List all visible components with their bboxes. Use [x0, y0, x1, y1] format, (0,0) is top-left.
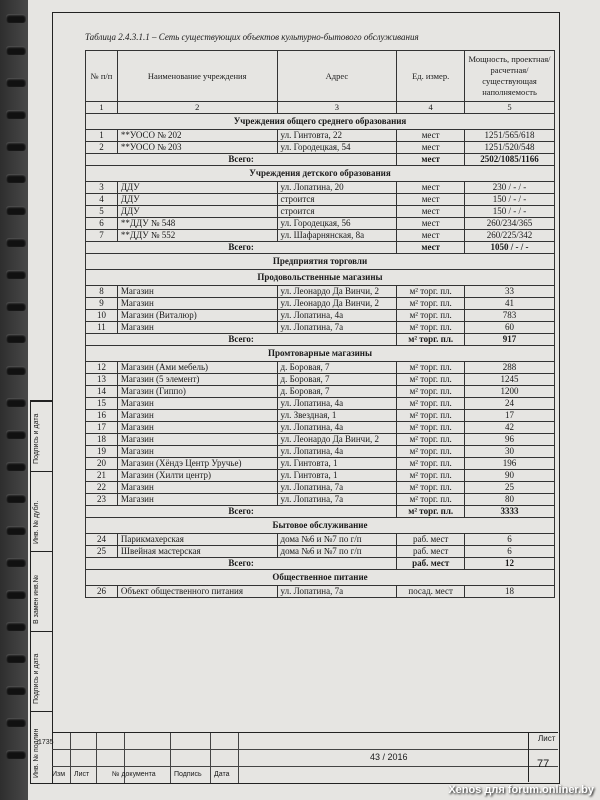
table-cell: Магазин	[117, 422, 277, 434]
table-cell: ул. Лопатина, 20	[277, 182, 397, 194]
table-row	[86, 446, 555, 458]
table-cell: мест	[397, 130, 465, 142]
table-cell: м² торг. пл.	[397, 446, 465, 458]
table-cell: Магазин	[117, 286, 277, 298]
table-cell: 150 / - / -	[465, 194, 555, 206]
table-cell: 18	[465, 586, 555, 598]
table-cell: строится	[277, 206, 397, 218]
section-title: Общественное питание	[86, 570, 555, 586]
table-row	[86, 494, 555, 506]
table-cell: раб. мест	[397, 558, 465, 570]
table-row	[86, 586, 555, 598]
table-cell: 25	[86, 546, 118, 558]
ring	[6, 430, 26, 439]
table-cell: м² торг. пл.	[397, 286, 465, 298]
table-cell: 917	[465, 334, 555, 346]
table-cell: ул. Гинтовта, 1	[277, 458, 397, 470]
table-cell: м² торг. пл.	[397, 310, 465, 322]
table-cell: мест	[397, 218, 465, 230]
table-cell: м² торг. пл.	[397, 374, 465, 386]
table-cell: м² торг. пл.	[397, 334, 465, 346]
header-unit: Ед. измер.	[397, 51, 465, 102]
table-cell: Магазин	[117, 494, 277, 506]
ring	[6, 206, 26, 215]
table-cell: 12	[86, 362, 118, 374]
ring	[6, 142, 26, 151]
table-cell: ул. Лопатина, 7а	[277, 482, 397, 494]
stamp-izm: Изм	[52, 771, 66, 778]
table-cell: 260/225/342	[465, 230, 555, 242]
table-row	[86, 362, 555, 374]
table-cell: 23	[86, 494, 118, 506]
table-cell: ул. Шафарнянская, 8а	[277, 230, 397, 242]
table-cell: м² торг. пл.	[397, 506, 465, 518]
total-row	[86, 558, 555, 570]
table-cell: 25	[465, 482, 555, 494]
table-row	[86, 470, 555, 482]
table-cell: 11	[86, 322, 118, 334]
table-cell: 3333	[465, 506, 555, 518]
table-cell: мест	[397, 182, 465, 194]
table-row	[86, 142, 555, 154]
table-cell: ул. Леонардо Да Винчи, 2	[277, 298, 397, 310]
table-cell: 20	[86, 458, 118, 470]
table-header	[86, 51, 555, 102]
side-replace-inv: В замен инв.№	[33, 574, 40, 624]
table-cell: Магазин	[117, 322, 277, 334]
table-cell: Магазин	[117, 410, 277, 422]
ring	[6, 78, 26, 87]
table-cell: 1200	[465, 386, 555, 398]
ring	[6, 590, 26, 599]
table-cell: раб. мест	[397, 546, 465, 558]
table-cell: 16	[86, 410, 118, 422]
table-cell: Магазин	[117, 298, 277, 310]
table-row	[86, 298, 555, 310]
subsection-title: Промтоварные магазины	[86, 346, 555, 362]
table-cell: ул. Лопатина, 7а	[277, 322, 397, 334]
table-cell: ул. Лопатина, 7а	[277, 494, 397, 506]
header-num: № п/п	[86, 51, 118, 102]
header-capacity: Мощность, проектная/ расчетная/ существующая наполняемость	[465, 51, 555, 102]
side-sign-date-2: Подпись и дата	[33, 653, 40, 704]
ring	[6, 654, 26, 663]
sheet-number: 77	[537, 758, 550, 770]
table-cell: Магазин	[117, 446, 277, 458]
table-cell: 30	[465, 446, 555, 458]
ring	[6, 558, 26, 567]
table-row	[86, 194, 555, 206]
table-cell: Магазин (Ами мебель)	[117, 362, 277, 374]
table-cell: д. Боровая, 7	[277, 386, 397, 398]
table-cell: 8	[86, 286, 118, 298]
table-cell: мест	[397, 242, 465, 254]
table-cell: ДДУ	[117, 194, 277, 206]
table-cell: 24	[86, 534, 118, 546]
ring	[6, 174, 26, 183]
table-cell: 18	[86, 434, 118, 446]
stamp-date: Дата	[214, 771, 230, 778]
table-cell: 96	[465, 434, 555, 446]
ring	[6, 622, 26, 631]
table-cell: 42	[465, 422, 555, 434]
table-cell: 60	[465, 322, 555, 334]
table-cell: 6	[465, 546, 555, 558]
watermark: Xenos для forum.onliner.by	[448, 784, 594, 796]
table-cell: дома №6 и №7 по г/п	[277, 546, 397, 558]
table-cell: Всего:	[86, 506, 397, 518]
table-cell: д. Боровая, 7	[277, 374, 397, 386]
table-cell: 22	[86, 482, 118, 494]
header-index: 2	[117, 102, 277, 114]
table-cell: мест	[397, 230, 465, 242]
table-cell: 13	[86, 374, 118, 386]
table-cell: ул. Звездная, 1	[277, 410, 397, 422]
header-index: 5	[465, 102, 555, 114]
ring	[6, 718, 26, 727]
table-cell: Магазин (Гиппо)	[117, 386, 277, 398]
stamp-list: Лист	[74, 771, 90, 778]
table-cell: 10	[86, 310, 118, 322]
table-cell: м² торг. пл.	[397, 298, 465, 310]
table-cell: ул. Лопатина, 4а	[277, 422, 397, 434]
table-cell: 26	[86, 586, 118, 598]
table-row	[86, 398, 555, 410]
ring	[6, 494, 26, 503]
table-row	[86, 546, 555, 558]
table-cell: 17	[465, 410, 555, 422]
table-row	[86, 206, 555, 218]
table-cell: 14	[86, 386, 118, 398]
table-cell: 15	[86, 398, 118, 410]
table-cell: мест	[397, 154, 465, 166]
header-address: Адрес	[277, 51, 397, 102]
table-cell: 90	[465, 470, 555, 482]
total-row	[86, 154, 555, 166]
table-row	[86, 410, 555, 422]
table-row	[86, 230, 555, 242]
table-cell: **ДДУ № 552	[117, 230, 277, 242]
table-cell: м² торг. пл.	[397, 470, 465, 482]
table-cell: 3	[86, 182, 118, 194]
table-cell: Швейная мастерская	[117, 546, 277, 558]
ring	[6, 526, 26, 535]
ring	[6, 270, 26, 279]
table-cell: Магазин (Хилти центр)	[117, 470, 277, 482]
total-row	[86, 506, 555, 518]
table-cell: ДДУ	[117, 206, 277, 218]
header-index: 1	[86, 102, 118, 114]
table-cell: ДДУ	[117, 182, 277, 194]
table-cell: Парикмахерская	[117, 534, 277, 546]
table-row	[86, 130, 555, 142]
header-index-row	[86, 102, 555, 114]
stamp-small-code: 1735	[38, 739, 54, 746]
table-row	[86, 386, 555, 398]
document-code: 43 / 2016	[370, 752, 408, 762]
table-cell: 230 / - / -	[465, 182, 555, 194]
table-cell: 80	[465, 494, 555, 506]
table-cell: ул. Леонардо Да Винчи, 2	[277, 286, 397, 298]
table-cell: Всего:	[86, 154, 397, 166]
table-cell: Всего:	[86, 558, 397, 570]
ring	[6, 686, 26, 695]
table-cell: 1050 / - / -	[465, 242, 555, 254]
ring	[6, 750, 26, 759]
section-title: Учреждения общего среднего образования	[86, 114, 555, 130]
table-cell: мест	[397, 194, 465, 206]
ring	[6, 238, 26, 247]
table-row	[86, 182, 555, 194]
table-cell: м² торг. пл.	[397, 410, 465, 422]
table-cell: Магазин (Виталюр)	[117, 310, 277, 322]
table-cell: ул. Лопатина, 4а	[277, 446, 397, 458]
ring	[6, 462, 26, 471]
table-cell: **УОСО № 202	[117, 130, 277, 142]
table-cell: 288	[465, 362, 555, 374]
table-row	[86, 422, 555, 434]
table-cell: **ДДУ № 548	[117, 218, 277, 230]
table-cell: ул. Леонардо Да Винчи, 2	[277, 434, 397, 446]
table-cell: 783	[465, 310, 555, 322]
table-cell: 33	[465, 286, 555, 298]
table-cell: Магазин	[117, 398, 277, 410]
objects-table	[85, 50, 555, 598]
table-cell: 41	[465, 298, 555, 310]
table-cell: строится	[277, 194, 397, 206]
binder-rings	[0, 0, 30, 800]
table-cell: ул. Гинтовта, 1	[277, 470, 397, 482]
ring	[6, 398, 26, 407]
ring	[6, 110, 26, 119]
total-row	[86, 242, 555, 254]
table-cell: 7	[86, 230, 118, 242]
table-cell: 2	[86, 142, 118, 154]
table-row	[86, 310, 555, 322]
table-cell: 6	[86, 218, 118, 230]
table-row	[86, 374, 555, 386]
table-cell: 12	[465, 558, 555, 570]
table-row	[86, 218, 555, 230]
stamp-sign: Подпись	[174, 771, 202, 778]
section-title: Бытовое обслуживание	[86, 518, 555, 534]
header-index: 4	[397, 102, 465, 114]
table-cell: 1251/520/548	[465, 142, 555, 154]
table-row	[86, 322, 555, 334]
table-cell: Магазин (Хёндэ Центр Уручье)	[117, 458, 277, 470]
header-index: 3	[277, 102, 397, 114]
table-cell: д. Боровая, 7	[277, 362, 397, 374]
table-cell: ул. Лопатина, 4а	[277, 310, 397, 322]
ring	[6, 46, 26, 55]
table-cell: м² торг. пл.	[397, 434, 465, 446]
table-cell: ул. Лопатина, 7а	[277, 586, 397, 598]
side-inv-orig: Инв. № подлин	[33, 728, 40, 778]
table-cell: Магазин	[117, 434, 277, 446]
ring	[6, 334, 26, 343]
table-row	[86, 482, 555, 494]
table-row	[86, 434, 555, 446]
table-cell: ул. Городецкая, 54	[277, 142, 397, 154]
table-cell: 24	[465, 398, 555, 410]
sheet-label: Лист	[538, 734, 556, 743]
table-cell: 21	[86, 470, 118, 482]
table-row	[86, 534, 555, 546]
subsection-title: Продовольственные магазины	[86, 270, 555, 286]
table-cell: м² торг. пл.	[397, 362, 465, 374]
table-cell: м² торг. пл.	[397, 494, 465, 506]
table-cell: Магазин (5 элемент)	[117, 374, 277, 386]
side-sign-date-1: Подпись и дата	[33, 413, 40, 464]
table-cell: Всего:	[86, 242, 397, 254]
table-cell: Объект общественного питания	[117, 586, 277, 598]
header-name: Наименование учреждения	[117, 51, 277, 102]
table-cell: 196	[465, 458, 555, 470]
table-cell: 9	[86, 298, 118, 310]
table-cell: м² торг. пл.	[397, 322, 465, 334]
table-cell: ул. Гинтовта, 22	[277, 130, 397, 142]
table-cell: 1	[86, 130, 118, 142]
table-cell: Всего:	[86, 334, 397, 346]
table-cell: 17	[86, 422, 118, 434]
section-title: Учреждения детского образования	[86, 166, 555, 182]
table-cell: м² торг. пл.	[397, 458, 465, 470]
table-cell: **УОСО № 203	[117, 142, 277, 154]
table-cell: 6	[465, 534, 555, 546]
title-block	[38, 732, 558, 783]
table-cell: м² торг. пл.	[397, 482, 465, 494]
ring	[6, 302, 26, 311]
table-caption: Таблица 2.4.3.1.1 – Сеть существующих объектов культурно-бытового обслуживания	[85, 32, 419, 42]
table-cell: ул. Городецкая, 56	[277, 218, 397, 230]
side-inv-dubl: Инв. № дубл.	[33, 500, 40, 544]
table-cell: дома №6 и №7 по г/п	[277, 534, 397, 546]
table-cell: м² торг. пл.	[397, 398, 465, 410]
table-cell: мест	[397, 206, 465, 218]
table-cell: 5	[86, 206, 118, 218]
table-cell: 1245	[465, 374, 555, 386]
stamp-doc: № документа	[112, 771, 156, 778]
section-title: Предприятия торговли	[86, 254, 555, 270]
side-stamp	[30, 400, 53, 784]
table-cell: 19	[86, 446, 118, 458]
table-cell: 2502/1085/1166	[465, 154, 555, 166]
table-row	[86, 286, 555, 298]
ring	[6, 14, 26, 23]
table-cell: раб. мест	[397, 534, 465, 546]
table-cell: м² торг. пл.	[397, 386, 465, 398]
table-cell: 4	[86, 194, 118, 206]
table-cell: м² торг. пл.	[397, 422, 465, 434]
table-cell: 260/234/365	[465, 218, 555, 230]
table-cell: посад. мест	[397, 586, 465, 598]
table-cell: Магазин	[117, 482, 277, 494]
total-row	[86, 334, 555, 346]
ring	[6, 366, 26, 375]
table-cell: ул. Лопатина, 4а	[277, 398, 397, 410]
table-cell: 150 / - / -	[465, 206, 555, 218]
table-cell: мест	[397, 142, 465, 154]
table-cell: 1251/565/618	[465, 130, 555, 142]
table-row	[86, 458, 555, 470]
